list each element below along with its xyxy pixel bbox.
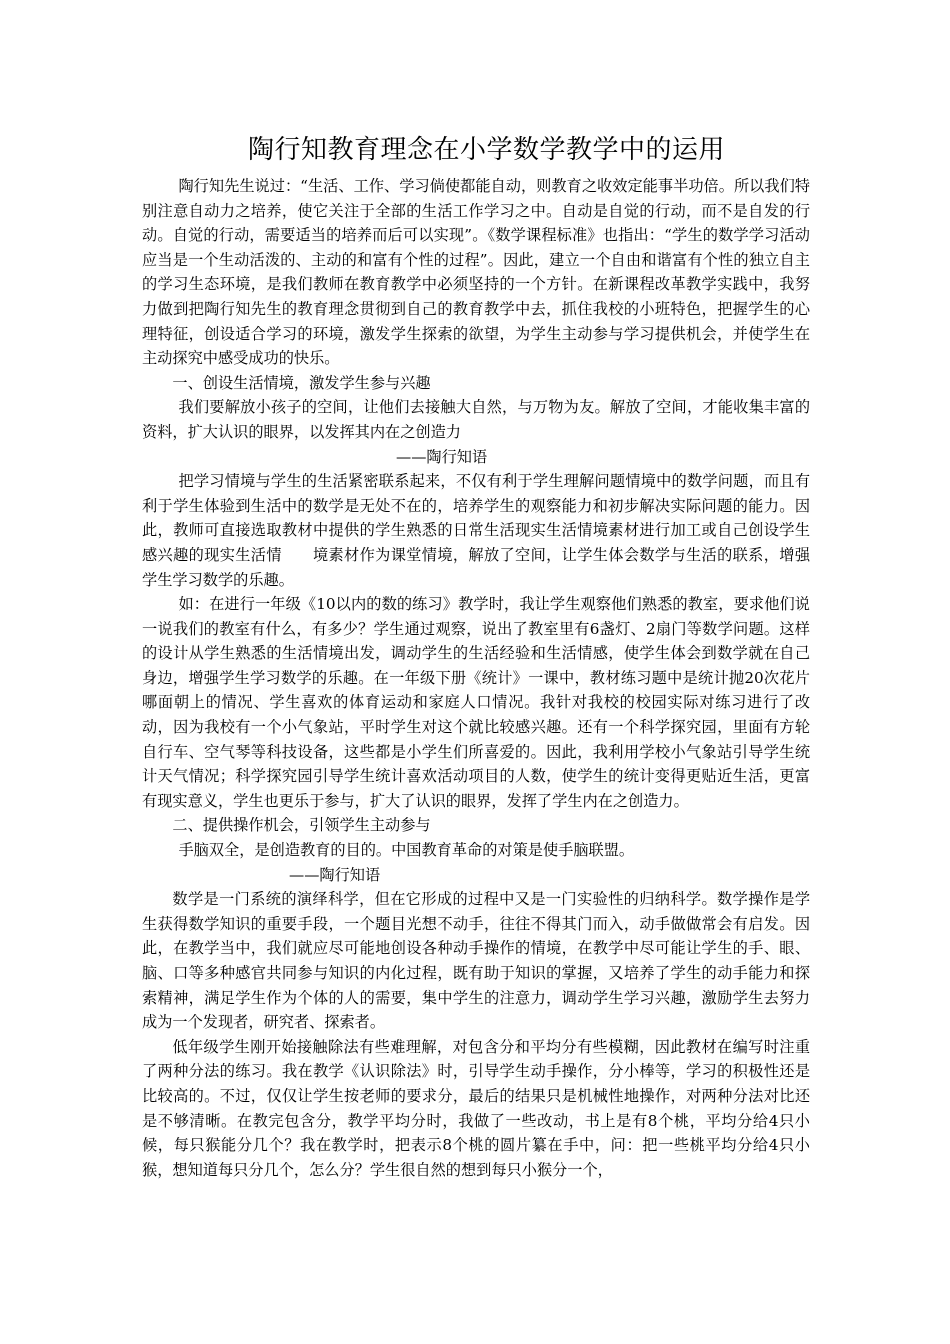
section-2-heading: 二、提供操作机会，引领学生主动参与: [172, 816, 431, 835]
section-2-quote: 手脑双全，是创造教育的目的。中国教育革命的对策是使手脑联盟。: [178, 841, 635, 860]
section-2-attribution: ——陶行知语: [289, 865, 381, 884]
section-1-paragraph-1: 把学习情境与学生的生活紧密联系起来，不仅有利于学生理解问题情境中的数学问题，而且有利于学生体验到生活中的数学是无处不在的，培养学生的观察能力和初步解决实际问题的能力。因此，教师可直接选取教材中提供的学生熟悉的日常生活现实生活情境素材进行加工或自己创设学生感兴趣的现实生活情 境素材作为课堂情境，解放了空间，让学生体会数学与生活的联系，增强学生学习数学的乐趣。: [142, 472, 810, 589]
section-1-attribution: ——陶行知语: [396, 447, 488, 466]
section-1-quote: 我们要解放小孩子的空间，让他们去接触大自然，与万物为友。解放了空间，才能收集丰富的资料，扩大认识的眼界，以发挥其内在之创造力: [142, 398, 810, 441]
section-1-heading: 一、创设生活情境，激发学生参与兴趣: [172, 373, 431, 392]
intro-paragraph: 陶行知先生说过：“生活、工作、学习倘使都能自动，则教育之收效定能事半功倍。所以我们特别注意自动力之培养，使它关注于全部的生活工作学习之中。自动是自觉的行动，而不是自发的行动。自觉的行动，需要适当的培养而后可以实现”。《数学课程标准》也指出：“学生的数学学习活动应当是一个生动活泼的、主动的和富有个性的过程”。因此，建立一个自由和谐富有个性的独立自主的学习生态环境，是我们教师在教育教学中必须坚持的一个方针。在新课程改革教学实践中，我努力做到把陶行知先生的教育理念贯彻到自己的教育教学中去，抓住我校的小班特色，把握学生的心理特征，创设适合学习的环境，激发学生探索的欲望，为学生主动参与学习提供机会，并使学生在主动探究中感受成功的快乐。: [142, 177, 810, 368]
page-title: 陶行知教育理念在小学数学教学中的运用: [248, 135, 726, 165]
section-1-paragraph-2: 如：在进行一年级《10以内的数的练习》教学时，我让学生观察他们熟悉的教室，要求他们说一说我们的教室有什么，有多少？学生通过观察，说出了教室里有6盏灯、2扇门等数学问题。这样的设计从学生熟悉的生活情境出发，调动学生的生活经验和生活情感，使学生体会到数学就在自己身边，增强学生学习数学的乐趣。在一年级下册《统计》一课中，教材练习题中是统计抛20次花片哪面朝上的情况、学生喜欢的体育运动和家庭人口情况。我针对我校的校园实际对练习进行了改动，因为我校有一个小气象站，平时学生对这个就比较感兴趣。还有一个科学探究园，里面有方轮自行车、空气琴等科技设备，这些都是小学生们所喜爱的。因此，我利用学校小气象站引导学生统计天气情况；科学探究园引导学生统计喜欢活动项目的人数，使学生的统计变得更贴近生活，更富有现实意义，学生也更乐于参与，扩大了认识的眼界，发挥了学生内在之创造力。: [142, 595, 810, 810]
section-2-paragraph-2: 低年级学生刚开始接触除法有些难理解，对包含分和平均分有些模糊，因此教材在编写时注重了两种分法的练习。我在教学《认识除法》时，引导学生动手操作，分小棒等，学习的积极性还是比较高的。不过，仅仅让学生按老师的要求分，最后的结果只是机械性地操作，对两种分法对比还是不够清晰。在教完包含分，教学平均分时，我做了一些改动，书上是有8个桃，平均分给4只小候，每只猴能分几个？我在教学时，把表示8个桃的圆片纂在手中，问：把一些桃平均分给4只小猴，想知道每只分几个，怎么分？学生很自然的想到每只小猴分一个，: [142, 1037, 810, 1179]
document-body: [142, 130, 810, 1182]
section-2-paragraph-1: 数学是一门系统的演绎科学，但在它形成的过程中又是一门实验性的归纳科学。数学操作是学生获得数学知识的重要手段，一个题目光想不动手，往往不得其门而入，动手做做常会有启发。因此，在教学当中，我们就应尽可能地创设各种动手操作的情境，在教学中尽可能让学生的手、眼、脑、口等多种感官共同参与知识的内化过程，既有助于知识的掌握，又培养了学生的动手能力和探索精神，满足学生作为个体的人的需要，集中学生的注意力，调动学生学习兴趣，激励学生去努力成为一个发现者，研究者、探索者。: [142, 890, 810, 1032]
